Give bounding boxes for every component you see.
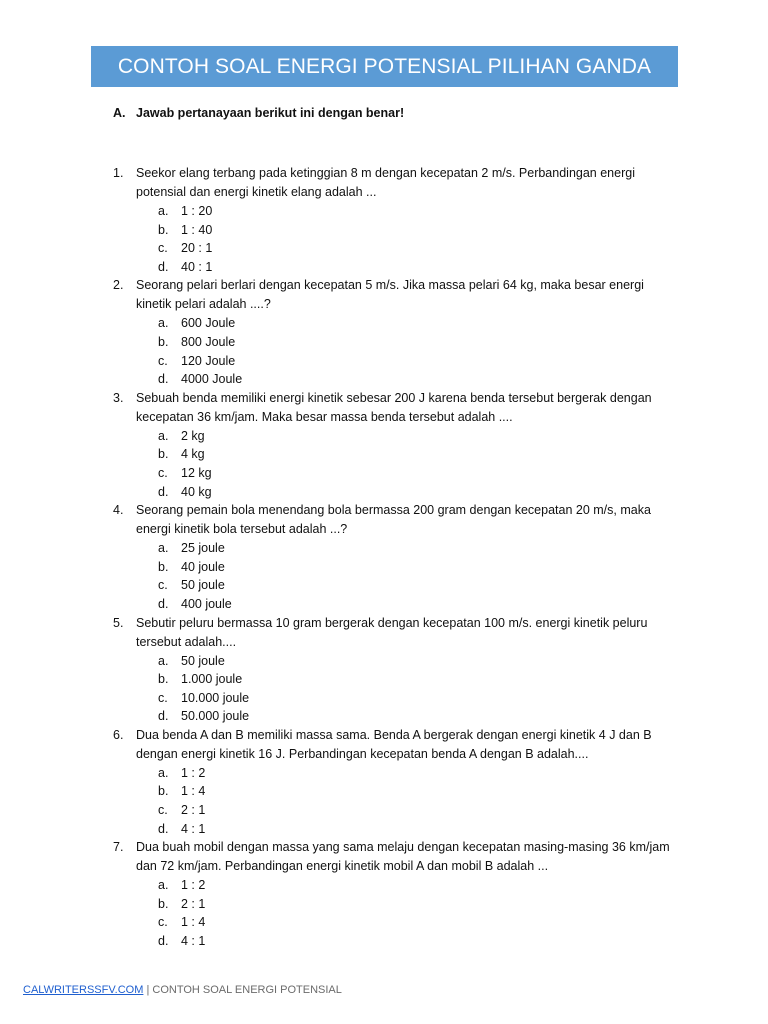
option-text: 1 : 2 <box>181 878 206 893</box>
option-text: 1 : 2 <box>181 765 206 780</box>
option-label: b. <box>158 222 169 237</box>
option-text: 120 Joule <box>181 353 236 368</box>
option-label: d. <box>158 596 169 611</box>
question-item <box>113 389 683 501</box>
question-row <box>113 726 683 764</box>
question-row <box>113 389 683 427</box>
option-label: a. <box>158 541 169 556</box>
option-label: c. <box>158 915 168 930</box>
answer-option <box>158 558 683 577</box>
option-text: 10.000 joule <box>181 690 250 705</box>
option-text: 50 joule <box>181 578 225 593</box>
option-text: 4 : 1 <box>181 821 206 836</box>
option-text: 4 kg <box>181 447 205 462</box>
footer-text: CONTOH SOAL ENERGI POTENSIAL <box>152 984 342 996</box>
question-number: 7. <box>113 840 124 855</box>
option-label: b. <box>158 334 169 349</box>
answer-option <box>158 333 683 352</box>
option-text: 1 : 4 <box>181 915 206 930</box>
answer-option <box>158 314 683 333</box>
option-label: d. <box>158 821 169 836</box>
question-text-line: Seorang pelari berlari dengan kecepatan 5 m/s. Jika massa pelari 64 kg, maka besar energi <box>136 278 644 293</box>
answer-option <box>158 464 683 483</box>
section-instruction <box>113 106 404 120</box>
section-text: Jawab pertanayaan berikut ini dengan benar! <box>136 106 405 120</box>
answer-option <box>158 913 683 932</box>
option-text: 4000 Joule <box>181 372 243 387</box>
option-label: d. <box>158 709 169 724</box>
question-text <box>136 726 683 764</box>
question-item <box>113 276 683 388</box>
answer-option <box>158 427 683 446</box>
answer-option <box>158 876 683 895</box>
question-number: 4. <box>113 503 124 518</box>
question-text-line: dan 72 km/jam. Perbandingan energi kinetik mobil A dan mobil B adalah ... <box>136 859 549 874</box>
question-row <box>113 501 683 539</box>
option-text: 20 : 1 <box>181 241 213 256</box>
option-label: b. <box>158 784 169 799</box>
answer-option <box>158 820 683 839</box>
question-text-line: energi kinetik bola tersebut adalah ...? <box>136 522 348 537</box>
option-label: d. <box>158 934 169 949</box>
option-text: 12 kg <box>181 465 212 480</box>
question-text <box>136 164 683 202</box>
option-label: b. <box>158 559 169 574</box>
question-text <box>136 614 683 652</box>
question-text-line: tersebut adalah.... <box>136 634 237 649</box>
option-label: a. <box>158 765 169 780</box>
option-label: a. <box>158 653 169 668</box>
question-text-line: kecepatan 36 km/jam. Maka besar massa benda tersebut adalah .... <box>136 409 513 424</box>
option-text: 40 : 1 <box>181 259 213 274</box>
question-number: 1. <box>113 166 124 180</box>
option-text: 2 kg <box>181 428 205 443</box>
option-text: 800 Joule <box>181 334 236 349</box>
answer-option <box>158 652 683 671</box>
question-text-line: Sebutir peluru bermassa 10 gram bergerak dengan kecepatan 100 m/s. energi kinetik peluru <box>136 615 648 630</box>
question-item <box>113 164 683 276</box>
question-text-line: Seekor elang terbang pada ketinggian 8 m dengan kecepatan 2 m/s. Perbandingan energi <box>136 166 635 180</box>
option-text: 4 : 1 <box>181 934 206 949</box>
question-row <box>113 614 683 652</box>
option-text: 1 : 4 <box>181 784 206 799</box>
option-label: a. <box>158 204 169 218</box>
option-text: 40 kg <box>181 484 212 499</box>
question-text-line: potensial dan energi kinetik elang adalah ... <box>136 185 377 199</box>
option-label: b. <box>158 672 169 687</box>
option-text: 1 : 20 <box>181 204 213 218</box>
option-text: 40 joule <box>181 559 225 574</box>
question-item <box>113 726 683 838</box>
question-number: 6. <box>113 727 124 742</box>
question-text <box>136 276 683 314</box>
option-text: 400 joule <box>181 596 232 611</box>
question-text-line: Seorang pemain bola menendang bola bermassa 200 gram dengan kecepatan 20 m/s, maka <box>136 503 651 518</box>
option-text: 1 : 40 <box>181 222 213 237</box>
option-text: 2 : 1 <box>181 803 206 818</box>
answer-option <box>158 539 683 558</box>
answer-option <box>158 258 683 277</box>
question-number: 2. <box>113 278 124 293</box>
question-text <box>136 838 683 876</box>
option-text: 600 Joule <box>181 316 236 331</box>
option-label: c. <box>158 353 168 368</box>
question-text <box>136 501 683 539</box>
option-label: c. <box>158 578 168 593</box>
footer-separator: | <box>143 984 153 996</box>
question-text-line: Sebuah benda memiliki energi kinetik sebesar 200 J karena benda tersebut bergerak dengan <box>136 390 652 405</box>
question-text-line: kinetik pelari adalah ....? <box>136 297 271 312</box>
answer-option <box>158 670 683 689</box>
question-text-line: Dua benda A dan B memiliki massa sama. Benda A bergerak dengan energi kinetik 4 J dan B <box>136 727 652 742</box>
footer-link[interactable]: CALWRITERSSFV.COM <box>23 984 144 996</box>
answer-option <box>158 932 683 951</box>
option-label: c. <box>158 465 168 480</box>
answer-option <box>158 782 683 801</box>
answer-option <box>158 895 683 914</box>
option-label: a. <box>158 316 169 331</box>
page-footer <box>23 984 342 996</box>
option-text: 50.000 joule <box>181 709 250 724</box>
question-row <box>113 276 683 314</box>
option-label: d. <box>158 372 169 387</box>
answer-option <box>158 483 683 502</box>
answer-option <box>158 370 683 389</box>
answer-option <box>158 202 683 221</box>
option-text: 2 : 1 <box>181 896 206 911</box>
option-label: c. <box>158 690 168 705</box>
answer-option <box>158 445 683 464</box>
question-text <box>136 389 683 427</box>
section-label: A. <box>113 106 126 120</box>
answer-option <box>158 689 683 708</box>
answer-option <box>158 576 683 595</box>
answer-option <box>158 221 683 240</box>
question-text-line: Dua buah mobil dengan massa yang sama melaju dengan kecepatan masing-masing 36 km/jam <box>136 840 670 855</box>
question-row <box>113 838 683 876</box>
option-label: d. <box>158 484 169 499</box>
question-number: 5. <box>113 615 124 630</box>
question-list <box>113 164 683 951</box>
answer-option <box>158 239 683 258</box>
option-label: c. <box>158 803 168 818</box>
option-text: 25 joule <box>181 541 225 556</box>
answer-option <box>158 764 683 783</box>
question-item <box>113 614 683 726</box>
question-item <box>113 501 683 613</box>
answer-option <box>158 595 683 614</box>
option-text: 50 joule <box>181 653 225 668</box>
question-text-line: dengan energi kinetik 16 J. Perbandingan kecepatan benda A dengan B adalah.... <box>136 746 589 761</box>
option-label: b. <box>158 896 169 911</box>
option-label: d. <box>158 259 169 274</box>
answer-option <box>158 707 683 726</box>
question-number: 3. <box>113 390 124 405</box>
option-text: 1.000 joule <box>181 672 243 687</box>
option-label: a. <box>158 428 169 443</box>
option-label: c. <box>158 241 168 256</box>
answer-option <box>158 352 683 371</box>
option-label: b. <box>158 447 169 462</box>
option-label: a. <box>158 878 169 893</box>
page-title-banner <box>91 46 678 87</box>
page-title: CONTOH SOAL ENERGI POTENSIAL PILIHAN GANDA <box>117 55 652 78</box>
question-row <box>113 164 683 202</box>
question-item <box>113 838 683 950</box>
answer-option <box>158 801 683 820</box>
